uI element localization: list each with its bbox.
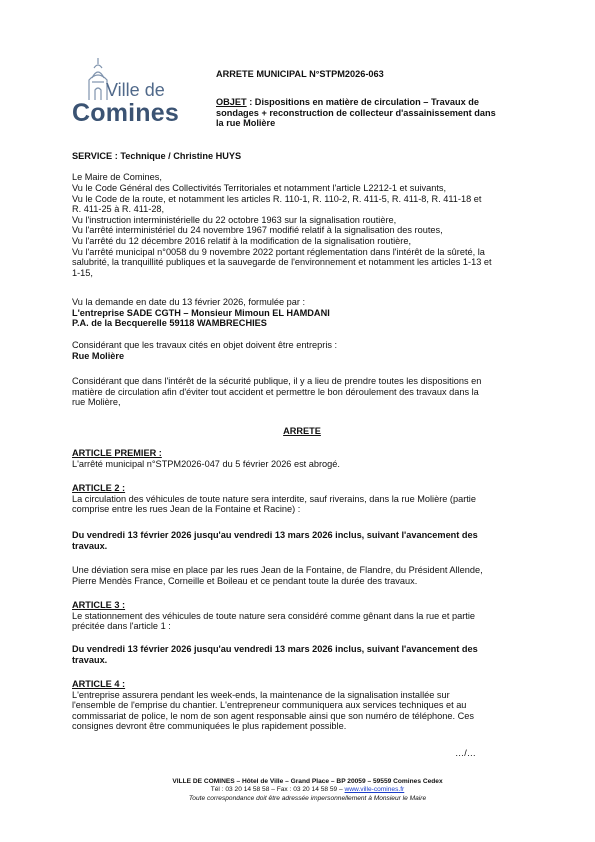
- article-4-text: consignes devront être communiquées le plus rapidement possible.: [72, 721, 347, 732]
- article-3-dates: [72, 644, 532, 665]
- article-2-dates: [72, 530, 532, 551]
- vu-line: Vu l'arrêté du 12 décembre 2016 relatif à la modification de la signalisation routière,: [72, 235, 411, 246]
- objet-text-3: la rue Molière: [216, 118, 276, 129]
- maire-line: Le Maire de Comines,: [72, 172, 162, 182]
- article-3-title: ARTICLE 3 :: [72, 600, 126, 610]
- considerant-line: Considérant que dans l'intérêt de la sécurité publique, il y a lieu de prendre toutes les dispositions en: [72, 376, 482, 386]
- article-1-title: ARTICLE PREMIER :: [72, 448, 162, 458]
- demande-address: P.A. de la Becquerelle 59118 WAMBRECHIES: [72, 318, 267, 329]
- article-3-text: précitée dans l'article 1 :: [72, 621, 171, 632]
- vu-line: 1-15,: [72, 267, 93, 278]
- objet-block: [216, 97, 516, 129]
- article-2-dates-line: travaux.: [72, 540, 108, 551]
- vu-line: Vu le Code Général des Collectivités Territoriales et notamment l'article L2212-1 et suivants,: [72, 183, 447, 193]
- article-3-dates-line: Du vendredi 13 février 2026 jusqu'au vendredi 13 mars 2026 inclus, suivant l'avancement des: [72, 644, 478, 654]
- footer-correspondence-note: Toute correspondance doit être adressée impersonnellement à Monsieur le Maire: [188, 794, 427, 802]
- demande-line-1: Vu la demande en date du 13 février 2026, formulée par :: [72, 297, 306, 307]
- deviation-line: Pierre Mendès France, Corneille et Boileau et ce pendant toute la durée des travaux.: [72, 575, 418, 586]
- article-2: [72, 483, 532, 515]
- article-4: [72, 679, 532, 732]
- article-4-text: L'entreprise assurera pendant les week-ends, la maintenance de la signalisation installée sur: [72, 689, 450, 700]
- footer-phone-fax: Tél : 03 20 14 58 58 – Fax : 03 20 14 58 59 –: [210, 786, 345, 794]
- article-2-dates-line: Du vendredi 13 février 2026 jusqu'au vendredi 13 mars 2026 inclus, suivant l'avancement des: [72, 530, 478, 540]
- footer-address: VILLE DE COMINES – Hôtel de Ville – Grand Place – BP 20059 – 59559 Comines Cedex: [172, 778, 443, 785]
- logo-comines-text: Comines: [72, 99, 179, 127]
- article-4-text: commissariat de police, le nom de son agent responsable ainsi que son numéro de téléphone. Ces: [72, 710, 474, 721]
- article-3-text: Le stationnement des véhicules de toute nature sera considéré comme gênant dans la rue et partie: [72, 610, 475, 621]
- vu-line: salubrité, la tranquillité publiques et la sauvegarde de l'environnement et notamment les articles 1-13 et: [72, 257, 492, 268]
- arrete-heading: ARRETE: [283, 426, 321, 436]
- article-4-text: l'ensemble de l'emprise du chantier. L'entrepreneur communiquera aux services techniques et au: [72, 700, 467, 711]
- article-2-text: La circulation des véhicules de toute nature sera interdite, sauf riverains, dans la rue Molière (partie: [72, 493, 476, 504]
- demande-block: [72, 297, 532, 329]
- deviation-line: Une déviation sera mise en place par les rues Jean de la Fontaine, de Flandre, du Président Allende,: [72, 565, 483, 575]
- page-footer: [60, 778, 555, 803]
- arrete-number-title: ARRETE MUNICIPAL N°STPM2026-063: [216, 69, 384, 79]
- objet-text-2: sondages + reconstruction de collecteur d'assainissement dans: [216, 107, 496, 118]
- logo-ville-text: Ville de: [106, 80, 165, 100]
- vu-line: Vu le Code de la route, et notamment les articles R. 110-1, R. 110-2, R. 411-5, R. 411-8, R. 411-18 et: [72, 193, 482, 204]
- article-2-title: ARTICLE 2 :: [72, 483, 126, 493]
- article-1: [72, 448, 532, 469]
- considerant-line: Considérant que les travaux cités en objet doivent être entrepris :: [72, 340, 338, 350]
- considerant-line: matière de circulation afin d'éviter tout accident et permettre le bon déroulement des travaux dans la: [72, 386, 479, 397]
- vu-line: Vu l'arrêté interministériel du 24 novembre 1967 modifié relatif à la signalisation des routes,: [72, 225, 443, 236]
- article-1-text: L'arrêté municipal n°STPM2026-047 du 5 février 2026 est abrogé.: [72, 458, 340, 469]
- considerant-line: rue Molière,: [72, 397, 121, 408]
- article-2-text: comprise entre les rues Jean de la Fontaine et Racine) :: [72, 504, 301, 515]
- considerant-travaux: [72, 340, 532, 361]
- demande-company: L'entreprise SADE CGTH – Monsieur Mimoun EL HAMDANI: [72, 307, 330, 318]
- service-line: SERVICE : Technique / Christine HUYS: [72, 151, 242, 161]
- article-3: [72, 600, 532, 632]
- page-continuation: …/…: [455, 748, 476, 758]
- article-3-dates-line: travaux.: [72, 654, 108, 665]
- article-2-deviation: [72, 565, 532, 586]
- footer-website-link[interactable]: www.ville-comines.fr: [344, 786, 405, 794]
- vu-line: Vu l'instruction interministérielle du 22 octobre 1963 sur la signalisation routière,: [72, 214, 397, 225]
- objet-text-1: : Dispositions en matière de circulation – Travaux de: [246, 97, 479, 107]
- vu-line: Vu l'arrêté municipal n°0058 du 9 novembre 2022 portant réglementation dans l'intérêt de la sûreté, la: [72, 246, 485, 257]
- article-4-title: ARTICLE 4 :: [72, 679, 126, 689]
- vu-list: [72, 183, 532, 278]
- objet-label: OBJET: [216, 97, 247, 107]
- considerant-securite: [72, 376, 532, 408]
- street-name: Rue Molière: [72, 350, 125, 361]
- vu-line: R. 411-25 à R. 411-28,: [72, 204, 165, 215]
